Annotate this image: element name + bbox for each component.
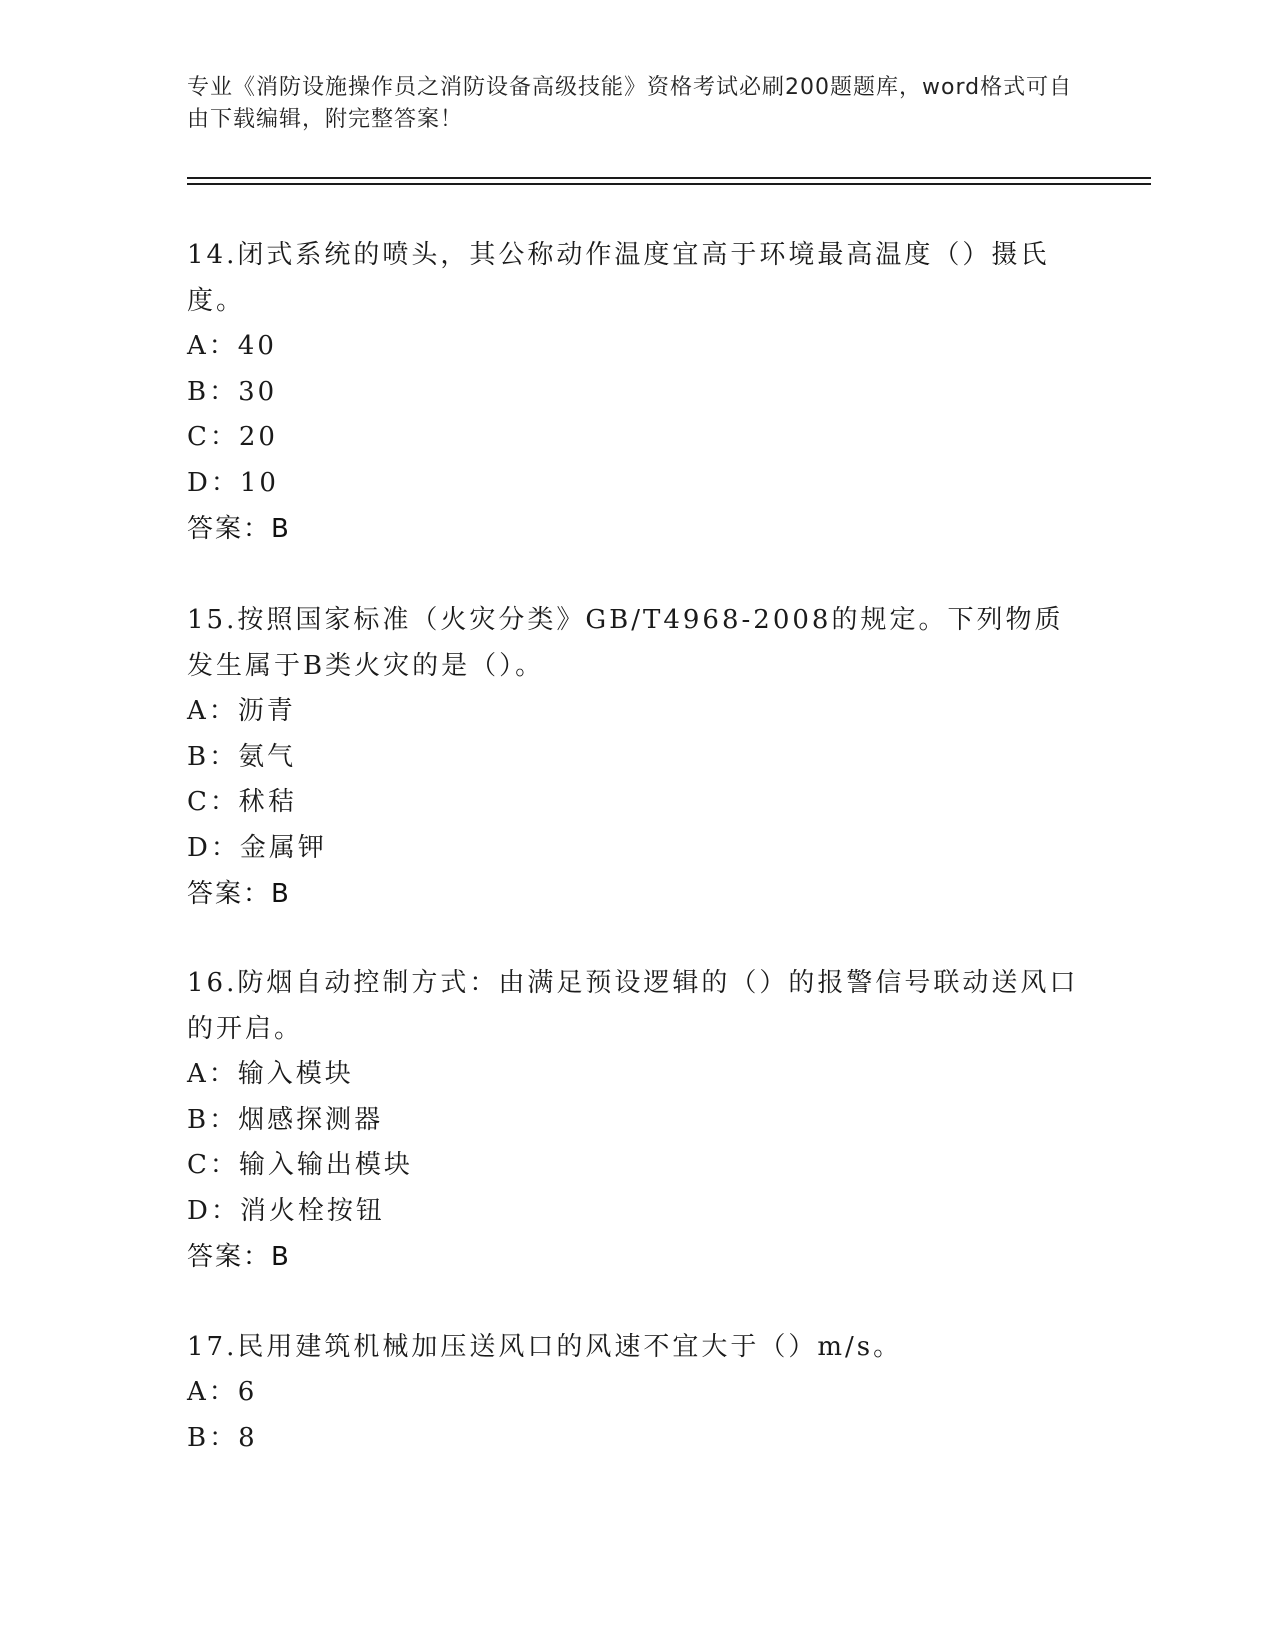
answer: 答案：B bbox=[187, 1242, 291, 1272]
option-d: D：10 bbox=[187, 467, 279, 498]
question-14 bbox=[187, 232, 1087, 552]
document-header: 专业《消防设施操作员之消防设备高级技能》资格考试必刷200题题库，word格式可自由下载编辑，附完整答案！ bbox=[187, 75, 1073, 132]
header-divider-bottom bbox=[187, 183, 1151, 185]
question-stem: 16.防烟自动控制方式：由满足预设逻辑的（）的报警信号联动送风口的开启。 bbox=[187, 968, 1079, 1044]
option-b: B：氨气 bbox=[187, 741, 297, 772]
option-d: D：消火栓按钮 bbox=[187, 1195, 385, 1226]
option-c: C：秫秸 bbox=[187, 787, 297, 817]
question-stem: 14.闭式系统的喷头，其公称动作温度宜高于环境最高温度（）摄氏度。 bbox=[187, 240, 1050, 316]
option-b: B：8 bbox=[187, 1422, 258, 1453]
option-d: D：金属钾 bbox=[187, 832, 327, 863]
header-divider-top bbox=[187, 177, 1151, 179]
question-15 bbox=[187, 597, 1087, 917]
question-17 bbox=[187, 1324, 1087, 1461]
question-16 bbox=[187, 960, 1087, 1280]
answer: 答案：B bbox=[187, 879, 291, 909]
option-a: A：40 bbox=[187, 331, 277, 361]
question-stem: 15.按照国家标准（火灾分类》GB/T4968-2008的规定。下列物质发生属于B类火灾的是（）。 bbox=[187, 605, 1064, 681]
option-c: C：20 bbox=[187, 422, 278, 452]
option-a: A：输入模块 bbox=[187, 1059, 354, 1089]
option-a: A：6 bbox=[187, 1377, 258, 1407]
option-b: B：烟感探测器 bbox=[187, 1104, 384, 1135]
option-b: B：30 bbox=[187, 376, 278, 407]
option-c: C：输入输出模块 bbox=[187, 1150, 413, 1180]
answer: 答案：B bbox=[187, 514, 291, 544]
option-a: A：沥青 bbox=[187, 696, 296, 726]
question-stem: 17.民用建筑机械加压送风口的风速不宜大于（）m/s。 bbox=[187, 1332, 903, 1362]
